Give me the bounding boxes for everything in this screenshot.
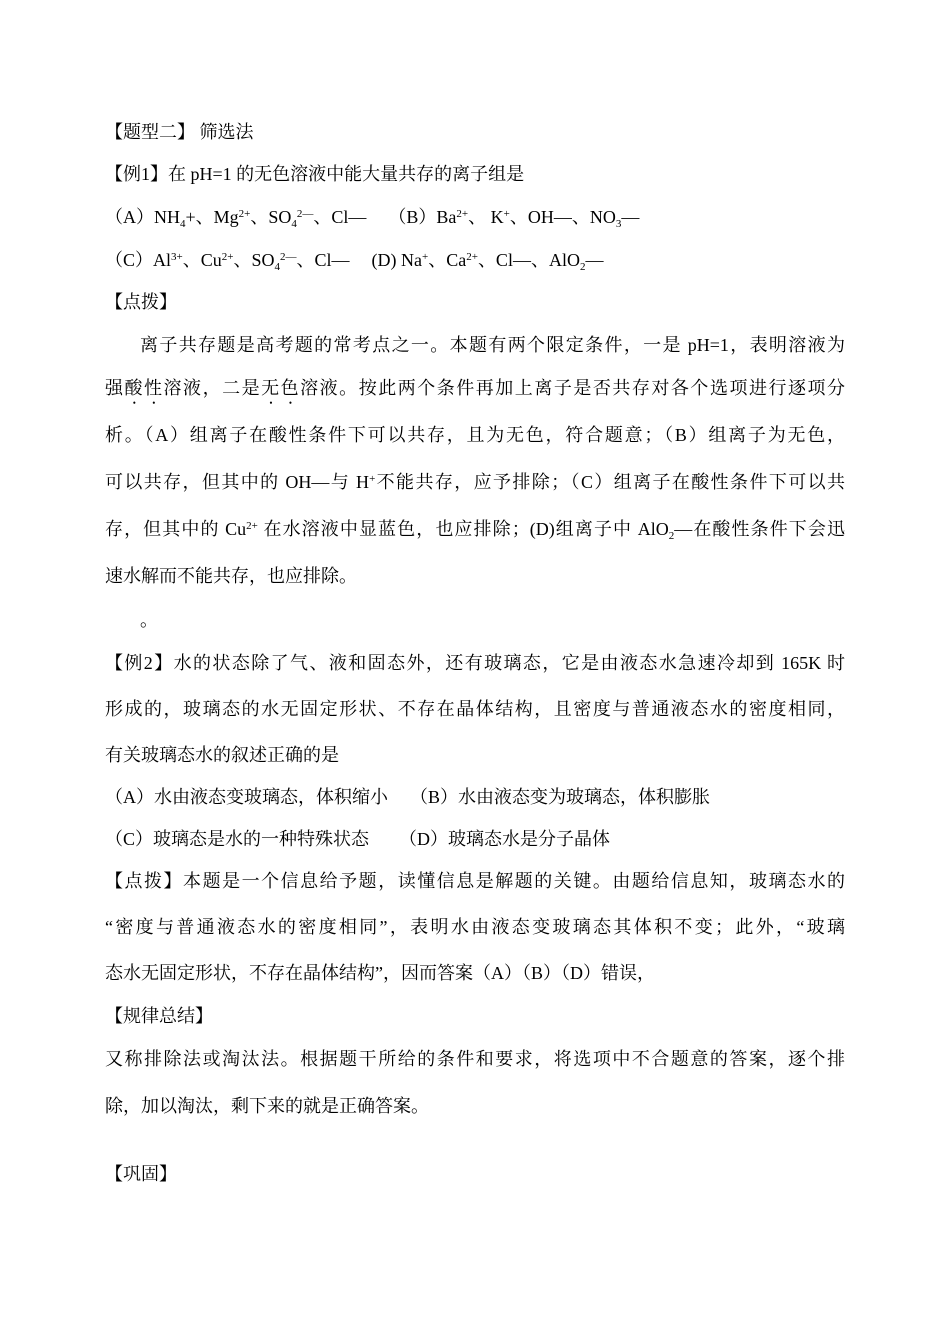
option-d-label: (D): [371, 250, 397, 270]
example-2-line: 【例2】水的状态除了气、液和固态外，还有玻璃态，它是由液态水急速冷却到 165K 时: [105, 653, 845, 673]
example-2-line: 形成的，玻璃态的水无固定形状、不存在晶体结构，且密度与普通液态水的密度相同，: [105, 699, 845, 719]
hint-1-line: 强酸性溶液，二是无色溶液。按此两个条件再加上离子是否共存对各个选项进行逐项分: [105, 378, 846, 398]
section-title: 【题型二】 筛选法: [105, 122, 254, 142]
summary-heading: 【规律总结】: [105, 1006, 213, 1026]
emphasized-text: 酸性: [124, 378, 164, 398]
hint-2-line: 态水无固定形状，不存在晶体结构”，因而答案（A）（B）（D）错误，: [105, 963, 655, 983]
option-c-label: （C）: [105, 250, 154, 270]
hint-2-line: “密度与普通液态水的密度相同”，表明水由液态变玻璃态其体积不变；此外，“玻璃: [105, 917, 845, 937]
hint-1-line: 析。（A）组离子在酸性条件下可以共存，且为无色，符合题意；（B）组离子为无色，: [105, 425, 845, 445]
hint-1-heading: 【点拨】: [105, 292, 177, 312]
example-1-options-cd: $(C)Al^{3+}$、$Cu^{2+}$、$SO_4^{2—}$、Cl— (D) Na+、$Ca^{2+}$、Cl—、AlO$_2$—: [105, 250, 604, 273]
option-a: （A）水由液态变玻璃态，体积缩小: [105, 787, 388, 807]
hint-1-line: 可以共存，但其中的 OH—与 H+不能共存，应予排除；（C）组离子在酸性条件下可以共: [105, 472, 845, 492]
example-2-options-cd: [105, 827, 610, 851]
option-d: （D）玻璃态水是分子晶体: [399, 829, 611, 849]
option-b: （B）水由液态变为玻璃态，体积膨胀: [410, 787, 711, 807]
hint-1-line: 速水解而不能共存，也应排除。: [105, 566, 357, 586]
hint-1-line: 存，但其中的 $Cu^{2+}$ 在水溶液中显蓝色，也应排除；(D)组离子中 AlO$_2$—在酸性条件下会迅: [105, 519, 845, 542]
hint-1-line: 离子共存题是高考题的常考点之一。本题有两个限定条件，一是 pH=1，表明溶液为: [140, 335, 845, 355]
emphasized-text: 无色: [261, 378, 301, 398]
example-1-stem: 【例1】在 pH=1 的无色溶液中能大量共存的离子组是: [105, 164, 525, 184]
example-2-line: 有关玻璃态水的叙述正确的是: [105, 745, 339, 765]
example-1-heading: 【例1】: [105, 164, 168, 184]
hint-2-line: 【点拨】本题是一个信息给予题，读懂信息是解题的关键。由题给信息知，玻璃态水的: [105, 871, 845, 891]
option-c: （C）玻璃态是水的一种特殊状态: [105, 829, 370, 849]
example-2-options-ab: [105, 785, 710, 809]
consolidate-heading: 【巩固】: [105, 1164, 177, 1184]
hint-1-period: 。: [140, 610, 158, 630]
option-b-label: （B）: [388, 207, 437, 227]
summary-line: 又称排除法或淘汰法。根据题干所给的条件和要求，将选项中不合题意的答案，逐个排: [105, 1049, 845, 1069]
option-a-label: （A）: [105, 207, 154, 227]
example-1-options-ab: $(A)NH_4+$、$Mg^{2+}$、$SO_4^{2—}$、Cl— $(B)Ba^{2+}$、 K+、OH—、$NO_3—$: [105, 207, 640, 230]
summary-line: 除，加以淘汰，剩下来的就是正确答案。: [105, 1096, 429, 1116]
